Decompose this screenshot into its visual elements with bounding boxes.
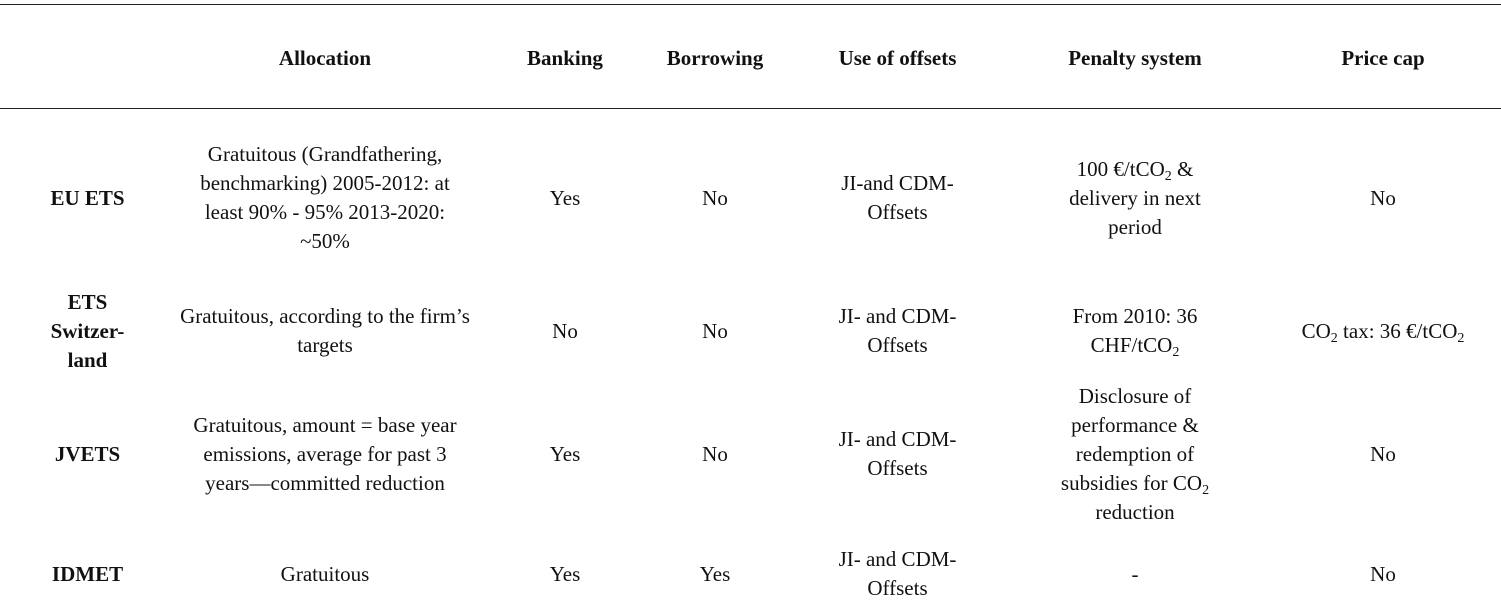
borrowing-cell: No xyxy=(702,185,728,210)
borrowing-cell: No xyxy=(702,441,728,466)
borrowing-cell: Yes xyxy=(699,561,731,586)
price-cap-cell: No xyxy=(1370,185,1396,210)
penalty-cell: 100 €/tCO$_2$ & delivery in next period xyxy=(1069,156,1201,239)
table-top-rule xyxy=(0,4,1501,5)
header-price-cap: Price cap xyxy=(1341,45,1425,70)
price-cap-cell: No xyxy=(1370,441,1396,466)
price-cap-cell: No xyxy=(1370,561,1396,586)
allocation-cell: Gratuitous (Grandfathering, benchmarking) 2005-2012: at least 90% - 95% 2013-2020: ~50% xyxy=(200,142,450,253)
row-label: IDMET xyxy=(51,561,124,586)
penalty-cell: Disclosure of performance & redemption of subsidies for $CO_2$ reduction xyxy=(1060,383,1210,524)
allocation-cell: Gratuitous, amount = base year emissions, average for past 3 years—committed reduction xyxy=(193,412,457,495)
table-header xyxy=(0,36,1501,80)
header-rule xyxy=(0,108,1501,109)
banking-cell: Yes xyxy=(549,561,581,586)
offsets-cell: JI- and CDM-Offsets xyxy=(838,304,957,357)
offsets-cell: JI- and CDM-Offsets xyxy=(838,547,957,600)
header-penalty: Penalty system xyxy=(1068,45,1202,70)
table-row xyxy=(0,124,1501,272)
offsets-cell: JI-and CDM-Offsets xyxy=(841,171,954,224)
banking-cell: Yes xyxy=(549,185,581,210)
price-cap-cell: $CO_2$ tax: 36 €/tCO$_2$ xyxy=(1301,318,1465,346)
header-allocation: Allocation xyxy=(278,45,372,70)
banking-cell: No xyxy=(552,318,578,343)
row-label: ETS Switzer-land xyxy=(50,289,125,372)
header-blank xyxy=(0,36,175,80)
penalty-cell: From 2010: 36 CHF/tCO$_2$ xyxy=(1072,304,1198,360)
penalty-cell: - xyxy=(1131,561,1139,586)
banking-cell: Yes xyxy=(549,441,581,466)
table-row xyxy=(0,542,1501,606)
header-borrowing: Borrowing xyxy=(666,45,764,70)
table-row xyxy=(0,288,1501,374)
allocation-cell: Gratuitous, according to the firm’s targets xyxy=(180,304,470,357)
header-offsets: Use of offsets xyxy=(838,45,957,70)
row-label: EU ETS xyxy=(50,185,125,210)
borrowing-cell: No xyxy=(702,318,728,343)
header-banking: Banking xyxy=(527,45,603,70)
offsets-cell: JI- and CDM-Offsets xyxy=(838,427,957,480)
allocation-cell: Gratuitous xyxy=(280,561,370,586)
table-row xyxy=(0,380,1501,528)
row-label: JVETS xyxy=(54,441,121,466)
